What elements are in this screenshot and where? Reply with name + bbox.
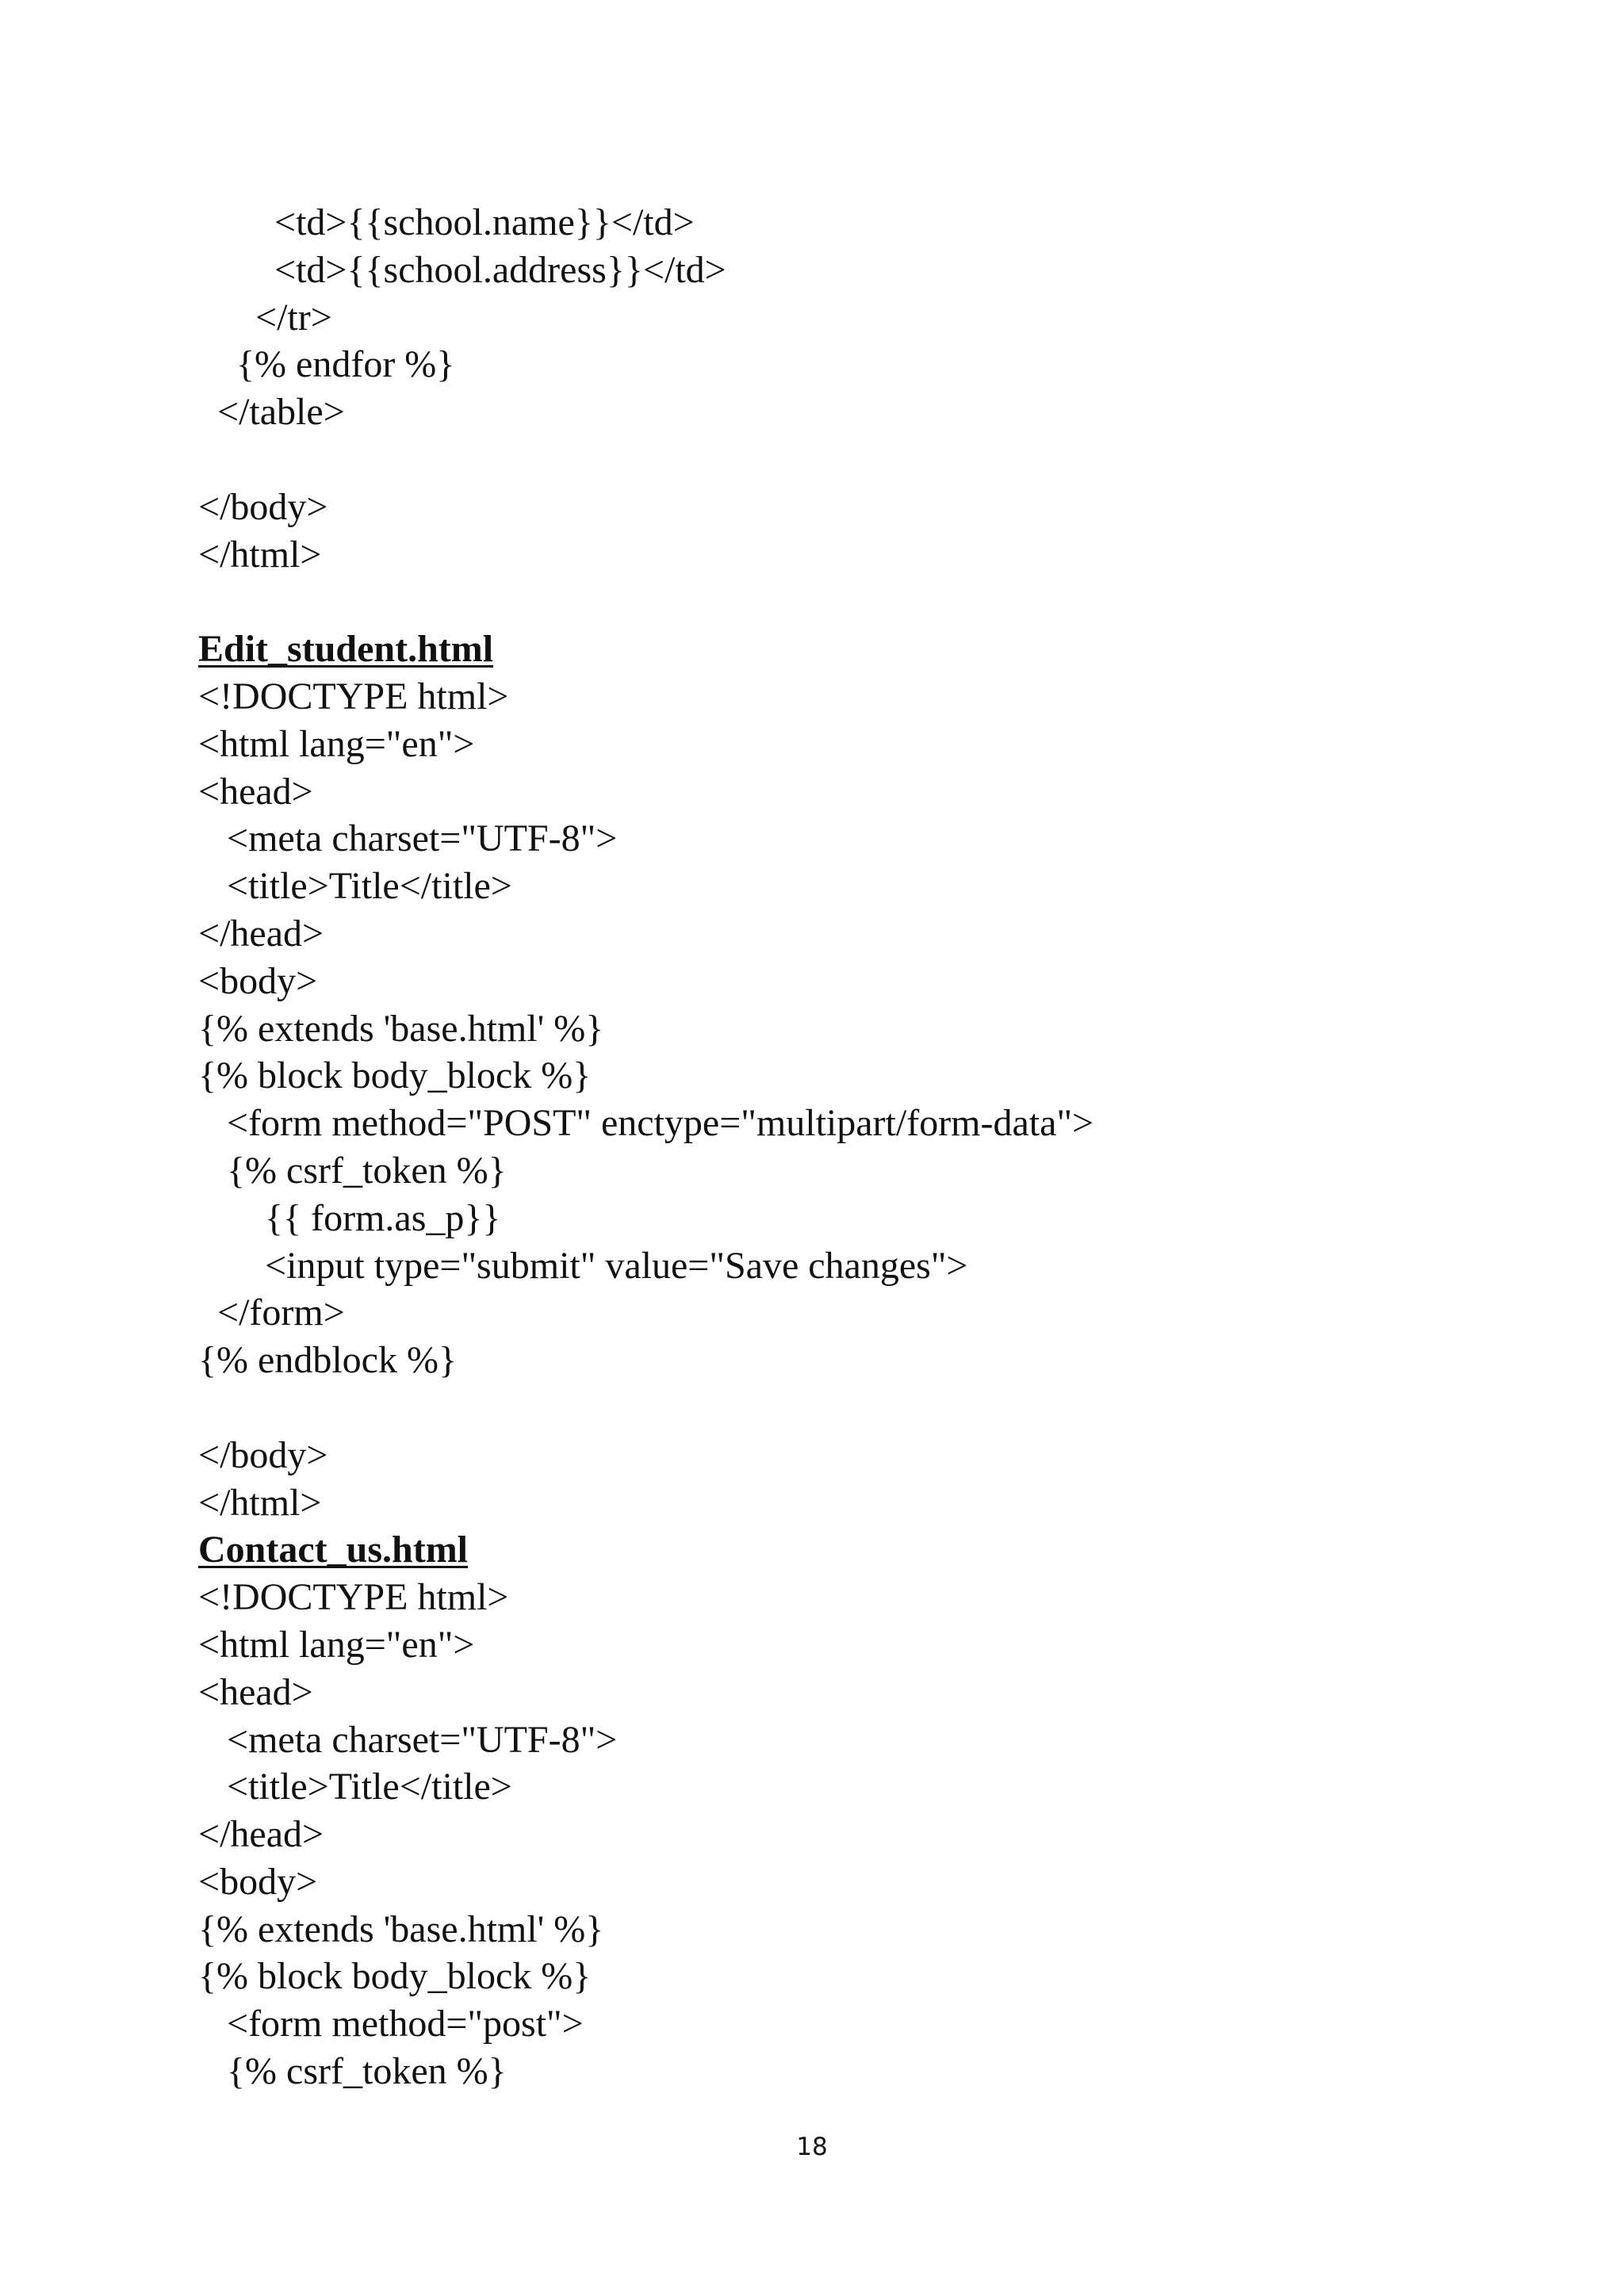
blank-line	[198, 578, 1094, 626]
code-line: <form method="POST" enctype="multipart/form-data">	[198, 1102, 1094, 1145]
code-line: </body>	[198, 1433, 328, 1476]
code-line: </html>	[198, 533, 322, 576]
code-line: </head>	[198, 1813, 324, 1856]
code-line: <form method="post">	[198, 2003, 584, 2045]
code-line: {% csrf_token %}	[198, 1149, 507, 1192]
code-line: <body>	[198, 1860, 318, 1903]
code-line: </tr>	[198, 296, 332, 339]
code-line: <body>	[198, 959, 318, 1002]
code-listing	[198, 199, 1094, 2095]
page-number: 18	[796, 2133, 828, 2161]
code-line: <meta charset="UTF-8">	[198, 1718, 618, 1761]
code-line: {% endblock %}	[198, 1339, 457, 1382]
code-line: <meta charset="UTF-8">	[198, 817, 618, 860]
code-line: <!DOCTYPE html>	[198, 675, 509, 718]
code-line: <input type="submit" value="Save changes">	[198, 1244, 968, 1287]
code-line: {% endfor %}	[198, 343, 455, 386]
code-line: <title>Title</title>	[198, 865, 512, 908]
blank-line	[198, 1384, 1094, 1432]
code-line: <title>Title</title>	[198, 1766, 512, 1808]
code-line: </html>	[198, 1481, 322, 1524]
code-line: </head>	[198, 912, 324, 955]
code-line: <html lang="en">	[198, 722, 475, 765]
code-line: <td>{{school.address}}</td>	[198, 248, 726, 291]
file-heading: Edit_student.html	[198, 628, 494, 671]
code-line: {% block body_block %}	[198, 1054, 592, 1097]
code-line: {% extends 'base.html' %}	[198, 1007, 604, 1050]
code-line: {% block body_block %}	[198, 1955, 592, 1998]
code-line: <!DOCTYPE html>	[198, 1576, 509, 1619]
code-line: {% csrf_token %}	[198, 2050, 507, 2093]
code-line: <head>	[198, 770, 313, 813]
file-heading: Contact_us.html	[198, 1529, 469, 1571]
code-line: <html lang="en">	[198, 1623, 475, 1666]
code-line: </body>	[198, 485, 328, 528]
code-line: {% extends 'base.html' %}	[198, 1908, 604, 1950]
code-line: </form>	[198, 1292, 345, 1334]
code-line: </table>	[198, 391, 345, 434]
code-line: <td>{{school.name}}</td>	[198, 201, 695, 243]
code-line: {{ form.as_p}}	[198, 1196, 501, 1239]
code-line: <head>	[198, 1670, 313, 1713]
blank-line	[198, 436, 1094, 484]
